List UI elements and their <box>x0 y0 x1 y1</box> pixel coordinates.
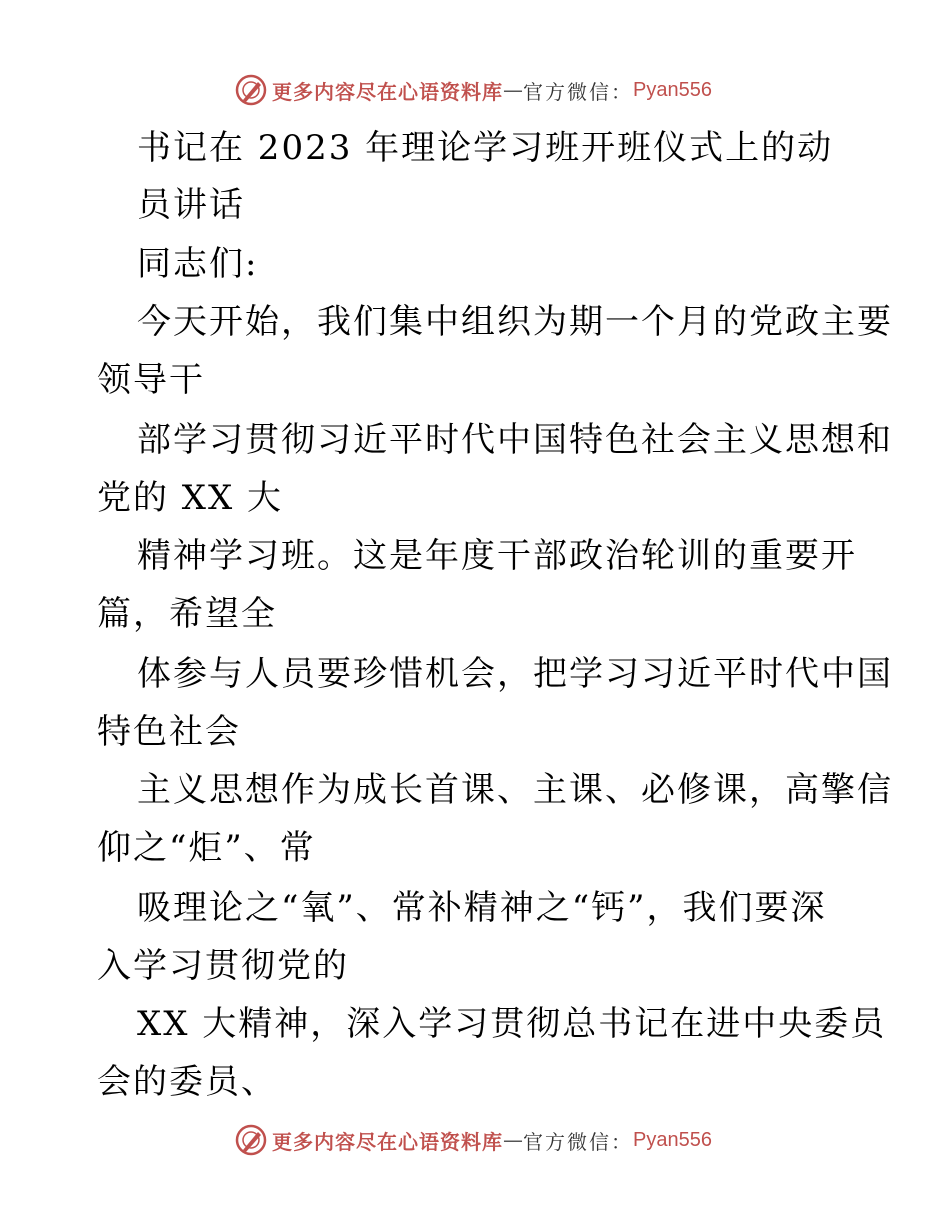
paragraph-line: 特色社会 <box>97 712 241 752</box>
paragraph-line: 仰之“炬”、常 <box>97 828 316 868</box>
banner-site-text: 更多内容尽在心语资料库 <box>272 79 503 104</box>
paragraph-line: 篇，希望全 <box>97 594 277 634</box>
banner-wechat-label: 官方微信： <box>523 1129 633 1154</box>
pen-logo-icon <box>234 73 268 107</box>
paragraph-line: 部学习贯彻习近平时代中国特色社会主义思想和 <box>137 420 893 460</box>
paragraph-line: XX 大精神，深入学习贯彻总书记在进中央委员 <box>137 1004 887 1044</box>
banner-dash: — <box>503 1128 523 1152</box>
title-line-2: 员讲话 <box>137 185 245 225</box>
paragraph-line: 吸理论之“氧”、常补精神之“钙”，我们要深 <box>137 888 827 928</box>
footer-watermark-banner <box>234 1120 754 1160</box>
paragraph-line: 体参与人员要珍惜机会，把学习习近平时代中国 <box>137 654 893 694</box>
paragraph-line: 主义思想作为成长首课、主课、必修课，高擎信 <box>137 770 893 810</box>
banner-dash: — <box>503 78 523 102</box>
pen-logo-icon <box>234 1123 268 1157</box>
banner-wechat-label: 官方微信： <box>523 79 633 104</box>
paragraph-line: 入学习贯彻党的 <box>97 946 349 986</box>
paragraph-line: 精神学习班。这是年度干部政治轮训的重要开 <box>137 536 857 576</box>
banner-wechat-id: Pyan556 <box>633 1128 712 1151</box>
paragraph-line: 领导干 <box>97 360 205 400</box>
header-watermark-banner <box>234 70 754 110</box>
paragraph-line: 会的委员、 <box>97 1062 277 1102</box>
paragraph-line: 党的 XX 大 <box>97 478 284 518</box>
title-line-1: 书记在 2023 年理论学习班开班仪式上的动 <box>137 128 834 168</box>
banner-site-text: 更多内容尽在心语资料库 <box>272 1129 503 1154</box>
banner-wechat-id: Pyan556 <box>633 78 712 101</box>
paragraph-line: 今天开始，我们集中组织为期一个月的党政主要 <box>137 302 893 342</box>
salutation-line: 同志们: <box>137 244 259 284</box>
